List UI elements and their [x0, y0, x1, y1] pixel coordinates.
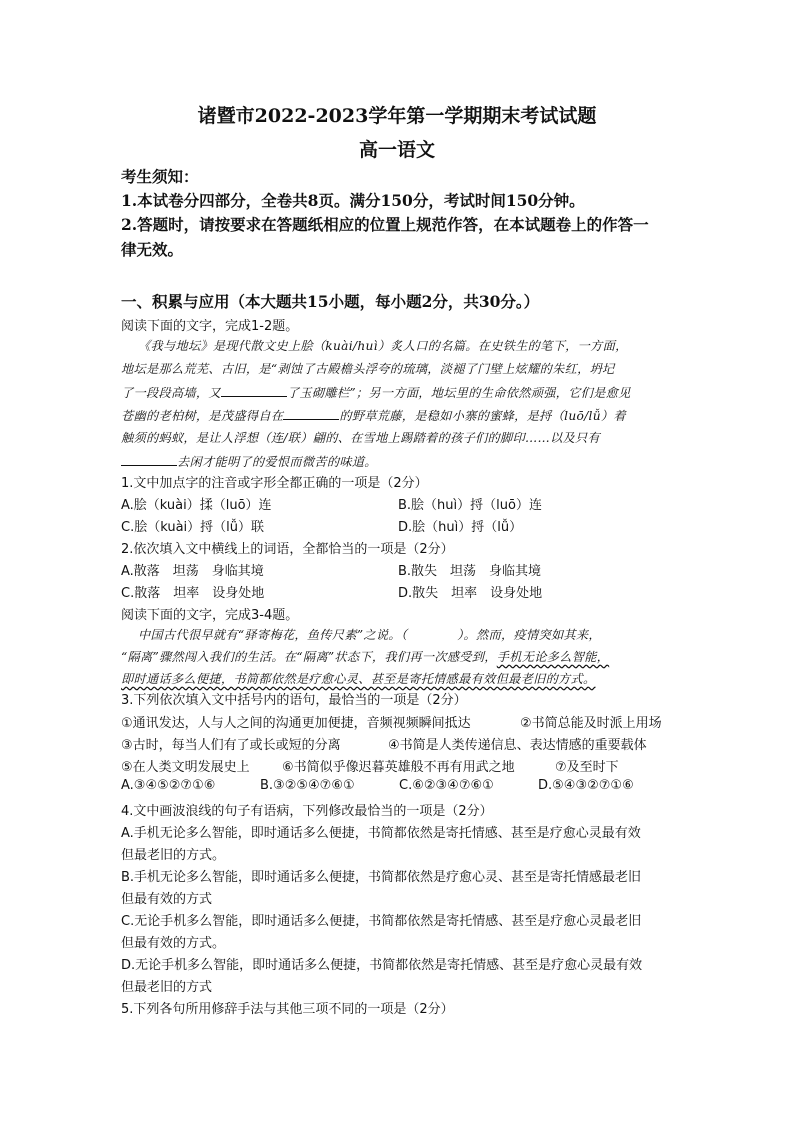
question-4-option-a-line-2: 但最老旧的方式。: [121, 848, 226, 863]
question-2-option-a: A.散落 坦荡 身临其境: [121, 564, 264, 579]
question-4-option-c-line-2: 但最有效的方式。: [121, 936, 226, 951]
question-3-item-1: ①通讯发达，人与人之间的沟通更加便捷，音频视频瞬间抵达: [121, 716, 471, 731]
question-4-option-c-line-1: C.无论手机多么智能，即时通话多么便捷，书简都依然是寄托情感、甚至是疗愈心灵最老旧: [121, 914, 642, 929]
fill-blank-1: [221, 383, 287, 397]
question-4-option-b-line-1: B.手机无论多么智能，即时通话多么便捷，书简都依然是疗愈心灵、甚至是寄托情感最老旧: [121, 870, 642, 885]
notice-item-2-line-2: 律无效。: [121, 240, 184, 259]
notice-item-2-line-1: 2.答题时，请按要求在答题纸相应的位置上规范作答，在本试题卷上的作答一: [121, 215, 649, 234]
notice-item-1: 1.本试卷分四部分，全卷共8页。满分150分，考试时间150分钟。: [121, 191, 585, 210]
wavy-underlined-sentence-part-2: 即时通话多么便捷，书简都依然是疗愈心灵、甚至是寄托情感最有效但最老旧的方式。: [121, 672, 596, 686]
question-1-option-c: C.脍（kuài）捋（lǚ）联: [121, 520, 265, 535]
question-2-stem: 2.依次填入文中横线上的词语，全都恰当的一项是（2分）: [121, 542, 454, 557]
section-1-heading: 一、积累与应用（本大题共15小题，每小题2分，共30分。）: [121, 292, 540, 311]
question-2-option-d: D.散失 坦率 设身处地: [398, 586, 543, 601]
question-3-option-d: D.⑤④③②⑦①⑥: [538, 778, 634, 793]
question-4-option-d-line-2: 但最老旧的方式: [121, 980, 213, 995]
question-1-stem: 1.文中加点字的注音或字形全都正确的一项是（2分）: [121, 476, 428, 491]
question-1-option-b: B.脍（huì）捋（luō）连: [398, 498, 542, 513]
exam-title: 诸暨市2022-2023学年第一学期期末考试试题: [197, 105, 597, 127]
question-1-option-d: D.脍（huì）捋（lǚ）: [398, 520, 523, 535]
question-1-option-a: A.脍（kuài）揉（luō）连: [121, 498, 272, 513]
passage-1-line-1: 《我与地坛》是现代散文史上脍（kuài/huì）炙人口的名篇。在史铁生的笔下，一方面，: [138, 339, 628, 353]
question-3-item-4: ④书简是人类传递信息、表达情感的重要载体: [388, 738, 647, 753]
reading-instruction-2: 阅读下面的文字，完成3-4题。: [121, 608, 299, 623]
question-3-item-3: ③古时，每当人们有了或长或短的分离: [121, 738, 341, 753]
question-4-option-a-line-1: A.手机无论多么智能，即时通话多么便捷，书简都依然是寄托情感、甚至是疗愈心灵最有效: [121, 826, 641, 841]
question-5-stem: 5.下列各句所用修辞手法与其他三项不同的一项是（2分）: [121, 1002, 454, 1017]
question-4-stem: 4.文中画波浪线的句子有语病，下列修改最恰当的一项是（2分）: [121, 804, 493, 819]
question-3-option-b: B.③②⑤④⑦⑥①: [260, 778, 355, 793]
fill-blank-2: [283, 406, 339, 420]
passage-1-line-5: 触须的蚂蚁，是让人浮想（连/联）翩的、在雪地上踢踏着的孩子们的脚印……以及只有: [121, 431, 600, 445]
question-3-item-6: ⑥书简似乎像迟暮英雄般不再有用武之地: [282, 760, 515, 775]
passage-1-line-6: 去闲才能明了的爱恨而微苦的味道。: [121, 452, 377, 470]
passage-1-line-4: 苍幽的老柏树，是茂盛得自在 的野草荒藤，是稳如小寨的蜜蜂，是捋（luō/lǚ）着: [121, 406, 626, 424]
question-2-option-b: B.散失 坦荡 身临其境: [398, 564, 542, 579]
question-3-item-7: ⑦及至时下: [555, 760, 619, 775]
wavy-underlined-sentence-part-1: 手机无论多么智能，: [496, 650, 610, 664]
question-4-option-b-line-2: 但最有效的方式: [121, 892, 213, 907]
question-2-option-c: C.散落 坦率 设身处地: [121, 586, 265, 601]
passage-2-line-1: 中国古代很早就有“驿寄梅花，鱼传尺素”之说。（ ）。然而，疫情突如其来，: [138, 628, 601, 642]
question-3-item-5: ⑤在人类文明发展史上: [121, 760, 250, 775]
question-3-stem: 3.下列依次填入文中括号内的语句，最恰当的一项是（2分）: [121, 693, 467, 708]
question-3-option-c: C.⑥②③④⑦⑥①: [399, 778, 494, 793]
notice-heading: 考生须知：: [121, 167, 199, 186]
question-3-item-2: ②书简总能及时派上用场: [520, 716, 662, 731]
question-3-option-a: A.③④⑤②⑦①⑥: [121, 778, 216, 793]
reading-instruction-1: 阅读下面的文字，完成1-2题。: [121, 319, 299, 334]
passage-1-line-3: 了一段段高墙，又 了玉砌雕栏”；另一方面，地坛里的生命依然顽强，它们是愈见: [121, 383, 631, 401]
passage-1-line-2: 地坛是那么荒芜、古旧，是“剥蚀了古殿檐头浮夸的琉璃，淡褪了门壁上炫耀的朱红，坍圮: [121, 362, 615, 376]
fill-blank-3: [121, 452, 177, 466]
question-4-option-d-line-1: D.无论手机多么智能，即时通话多么便捷，书简都依然是寄托情感、甚至是疗愈心灵最有效: [121, 958, 643, 973]
passage-2-line-2: “隔离”骤然闯入我们的生活。在“隔离”状态下，我们再一次感受到，手机无论多么智能，: [121, 650, 610, 664]
exam-subtitle: 高一语文: [358, 139, 435, 161]
